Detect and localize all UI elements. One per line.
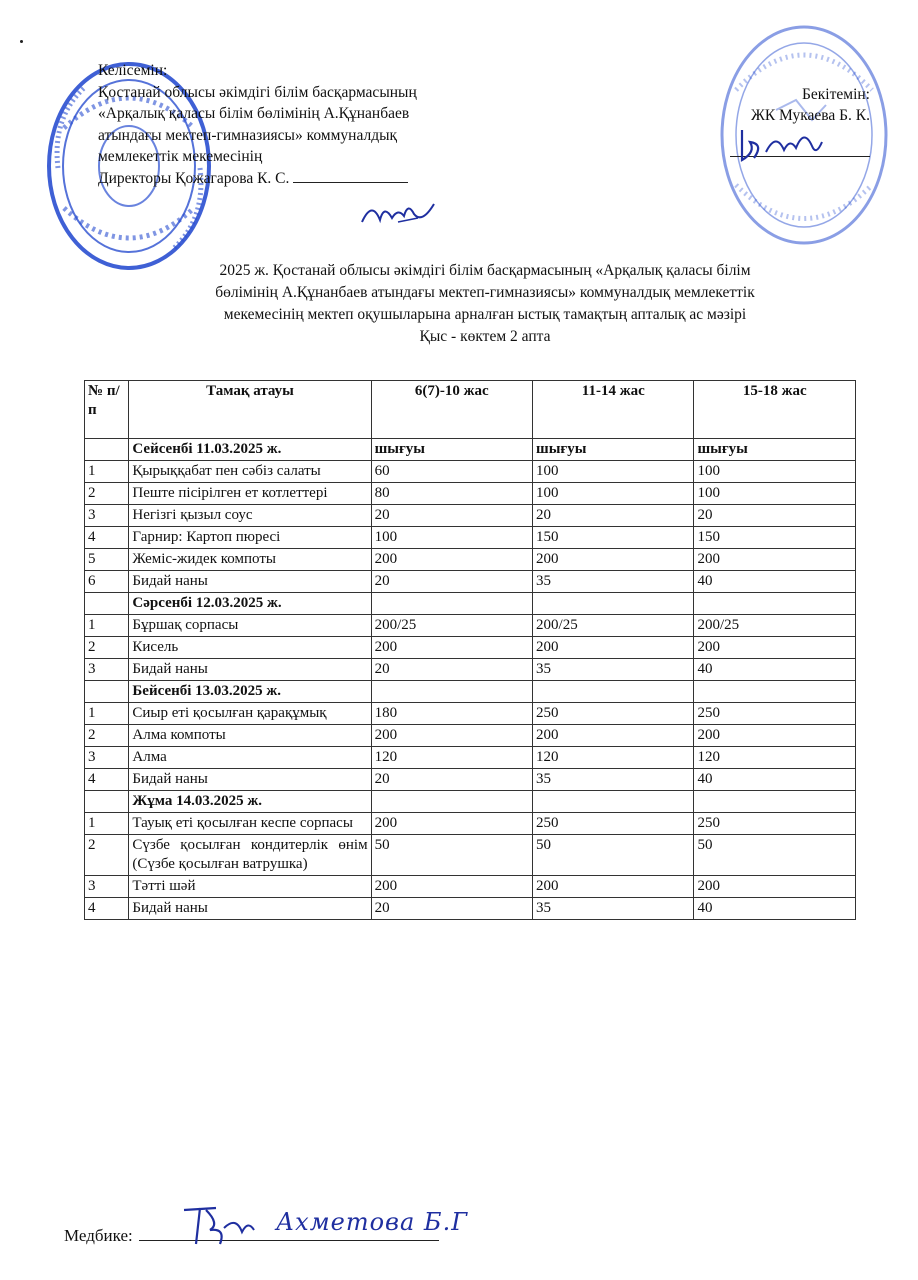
row-number: 4 bbox=[85, 527, 129, 549]
dish-name: Алма bbox=[129, 747, 371, 769]
portion-age1: 200 bbox=[371, 637, 532, 659]
portion-age2: 120 bbox=[533, 747, 694, 769]
portion-age1: 200 bbox=[371, 813, 532, 835]
portion-age1: 200 bbox=[371, 725, 532, 747]
agreement-block bbox=[98, 60, 518, 189]
portion-age2: 35 bbox=[533, 769, 694, 791]
row-number: 1 bbox=[85, 813, 129, 835]
header-num: № п/п bbox=[85, 381, 129, 439]
portion-age2: 50 bbox=[533, 835, 694, 876]
portion-age1: 20 bbox=[371, 505, 532, 527]
dish-name: Сүзбе қосылған кондитерлік өнім (Сүзбе қосылған ватрушка) bbox=[129, 835, 371, 876]
signature-line bbox=[293, 182, 408, 183]
approver-signature bbox=[736, 122, 826, 164]
output-label bbox=[371, 593, 532, 615]
title-line: мекемесінің мектеп оқушыларына арналған ыстық тамақтың апталық ас мәзірі bbox=[223, 306, 747, 323]
output-label bbox=[371, 681, 532, 703]
agreed-label: Келісемін: bbox=[98, 62, 168, 79]
table-row bbox=[85, 637, 856, 659]
day-cell-empty bbox=[85, 593, 129, 615]
dish-name: Тауық еті қосылған кеспе сорпасы bbox=[129, 813, 371, 835]
day-cell-empty bbox=[85, 791, 129, 813]
portion-age3: 120 bbox=[694, 747, 856, 769]
document-title bbox=[120, 260, 850, 348]
portion-age3: 200 bbox=[694, 725, 856, 747]
portion-age3: 40 bbox=[694, 769, 856, 791]
dish-name: Негізгі қызыл соус bbox=[129, 505, 371, 527]
row-number: 3 bbox=[85, 505, 129, 527]
header-age2: 11-14 жас bbox=[533, 381, 694, 439]
dish-name: Қырыққабат пен сәбіз салаты bbox=[129, 461, 371, 483]
speck bbox=[20, 40, 23, 43]
row-number: 5 bbox=[85, 549, 129, 571]
output-label: шығуы bbox=[533, 439, 694, 461]
output-label bbox=[533, 681, 694, 703]
table-row bbox=[85, 813, 856, 835]
portion-age1: 120 bbox=[371, 747, 532, 769]
day-header-row bbox=[85, 791, 856, 813]
row-number: 3 bbox=[85, 659, 129, 681]
portion-age3: 200 bbox=[694, 876, 856, 898]
title-line: бөлімінің А.Құнанбаев атындағы мектеп-гимназиясы» коммуналдық мемлекеттік bbox=[215, 284, 755, 301]
day-cell-empty bbox=[85, 439, 129, 461]
row-number: 6 bbox=[85, 571, 129, 593]
portion-age2: 100 bbox=[533, 483, 694, 505]
portion-age3: 50 bbox=[694, 835, 856, 876]
portion-age2: 200 bbox=[533, 876, 694, 898]
dish-name: Жеміс-жидек компоты bbox=[129, 549, 371, 571]
table-row bbox=[85, 876, 856, 898]
portion-age3: 200/25 bbox=[694, 615, 856, 637]
day-title: Сәрсенбі 12.03.2025 ж. bbox=[129, 593, 371, 615]
header-age3: 15-18 жас bbox=[694, 381, 856, 439]
output-label bbox=[694, 791, 856, 813]
table-row bbox=[85, 483, 856, 505]
output-label bbox=[694, 593, 856, 615]
portion-age2: 35 bbox=[533, 571, 694, 593]
menu-table-body bbox=[85, 439, 856, 920]
portion-age3: 40 bbox=[694, 571, 856, 593]
row-number: 2 bbox=[85, 725, 129, 747]
table-row bbox=[85, 549, 856, 571]
portion-age2: 200 bbox=[533, 549, 694, 571]
day-title: Жұма 14.03.2025 ж. bbox=[129, 791, 371, 813]
portion-age1: 20 bbox=[371, 571, 532, 593]
table-row bbox=[85, 615, 856, 637]
table-row bbox=[85, 571, 856, 593]
dish-name: Сиыр еті қосылған қарақұмық bbox=[129, 703, 371, 725]
portion-age1: 180 bbox=[371, 703, 532, 725]
row-number: 4 bbox=[85, 769, 129, 791]
table-header-row bbox=[85, 381, 856, 439]
row-number: 2 bbox=[85, 835, 129, 876]
portion-age2: 250 bbox=[533, 813, 694, 835]
row-number: 1 bbox=[85, 461, 129, 483]
portion-age2: 35 bbox=[533, 659, 694, 681]
dish-name: Гарнир: Картоп пюресі bbox=[129, 527, 371, 549]
portion-age3: 100 bbox=[694, 483, 856, 505]
portion-age2: 200 bbox=[533, 725, 694, 747]
portion-age3: 250 bbox=[694, 813, 856, 835]
table-row bbox=[85, 527, 856, 549]
output-label: шығуы bbox=[694, 439, 856, 461]
row-number: 1 bbox=[85, 703, 129, 725]
approve-name: ЖК Мукаева Б. К. bbox=[750, 107, 870, 124]
portion-age1: 200 bbox=[371, 876, 532, 898]
day-header-row bbox=[85, 439, 856, 461]
portion-age1: 20 bbox=[371, 769, 532, 791]
medic-label: Медбике: bbox=[64, 1226, 133, 1245]
portion-age3: 40 bbox=[694, 659, 856, 681]
portion-age3: 150 bbox=[694, 527, 856, 549]
portion-age2: 250 bbox=[533, 703, 694, 725]
table-row bbox=[85, 461, 856, 483]
table-row bbox=[85, 835, 856, 876]
row-number: 3 bbox=[85, 747, 129, 769]
medic-signature bbox=[176, 1200, 256, 1250]
table-row bbox=[85, 769, 856, 791]
agreed-line: атындағы мектеп-гимназиясы» коммуналдық bbox=[98, 126, 398, 144]
menu-table bbox=[84, 380, 856, 920]
portion-age1: 200 bbox=[371, 549, 532, 571]
portion-age1: 50 bbox=[371, 835, 532, 876]
portion-age1: 20 bbox=[371, 898, 532, 920]
portion-age2: 100 bbox=[533, 461, 694, 483]
dish-name: Бидай наны bbox=[129, 898, 371, 920]
portion-age3: 200 bbox=[694, 637, 856, 659]
output-label bbox=[533, 593, 694, 615]
header-name: Тамақ атауы bbox=[129, 381, 371, 439]
portion-age1: 100 bbox=[371, 527, 532, 549]
dish-name: Кисель bbox=[129, 637, 371, 659]
portion-age2: 35 bbox=[533, 898, 694, 920]
dish-name: Бидай наны bbox=[129, 571, 371, 593]
title-line: 2025 ж. Қостанай облысы әкімдігі білім басқармасының «Арқалық қаласы білім bbox=[219, 262, 751, 279]
portion-age3: 200 bbox=[694, 549, 856, 571]
portion-age3: 250 bbox=[694, 703, 856, 725]
table-row bbox=[85, 505, 856, 527]
day-header-row bbox=[85, 593, 856, 615]
dish-name: Алма компоты bbox=[129, 725, 371, 747]
row-number: 3 bbox=[85, 876, 129, 898]
day-title: Бейсенбі 13.03.2025 ж. bbox=[129, 681, 371, 703]
director-line bbox=[98, 168, 518, 190]
approve-label: Бекітемін: bbox=[802, 86, 870, 103]
table-row bbox=[85, 659, 856, 681]
table-row bbox=[85, 747, 856, 769]
row-number: 4 bbox=[85, 898, 129, 920]
portion-age3: 20 bbox=[694, 505, 856, 527]
portion-age2: 200/25 bbox=[533, 615, 694, 637]
output-label bbox=[533, 791, 694, 813]
header-age1: 6(7)-10 жас bbox=[371, 381, 532, 439]
portion-age2: 200 bbox=[533, 637, 694, 659]
portion-age1: 200/25 bbox=[371, 615, 532, 637]
agreed-line: мемлекеттік мекемесінің bbox=[98, 148, 263, 165]
portion-age1: 20 bbox=[371, 659, 532, 681]
output-label bbox=[694, 681, 856, 703]
portion-age1: 80 bbox=[371, 483, 532, 505]
agreed-line: «Арқалық қаласы білім бөлімінің А.Құнанбаев bbox=[98, 105, 410, 122]
portion-age3: 40 bbox=[694, 898, 856, 920]
row-number: 1 bbox=[85, 615, 129, 637]
director-signature bbox=[358, 196, 438, 228]
dish-name: Пеште пісірілген ет котлеттері bbox=[129, 483, 371, 505]
portion-age2: 20 bbox=[533, 505, 694, 527]
dish-name: Тәтті шәй bbox=[129, 876, 371, 898]
row-number: 2 bbox=[85, 483, 129, 505]
table-row bbox=[85, 703, 856, 725]
director-name: Директоры Қожагарова К. С. bbox=[98, 169, 290, 187]
title-subtitle: Қыс - көктем 2 апта bbox=[419, 328, 551, 345]
table-row bbox=[85, 725, 856, 747]
dish-name: Бидай наны bbox=[129, 659, 371, 681]
day-header-row bbox=[85, 681, 856, 703]
portion-age2: 150 bbox=[533, 527, 694, 549]
output-label: шығуы bbox=[371, 439, 532, 461]
portion-age3: 100 bbox=[694, 461, 856, 483]
medic-signature-text: Ахметова Б.Г bbox=[276, 1208, 469, 1236]
portion-age1: 60 bbox=[371, 461, 532, 483]
day-title: Сейсенбі 11.03.2025 ж. bbox=[129, 439, 371, 461]
output-label bbox=[371, 791, 532, 813]
day-cell-empty bbox=[85, 681, 129, 703]
dish-name: Бидай наны bbox=[129, 769, 371, 791]
row-number: 2 bbox=[85, 637, 129, 659]
dish-name: Бұршақ сорпасы bbox=[129, 615, 371, 637]
table-row bbox=[85, 898, 856, 920]
agreed-line: Қостанай облысы әкімдігі білім басқармасының bbox=[98, 83, 417, 101]
